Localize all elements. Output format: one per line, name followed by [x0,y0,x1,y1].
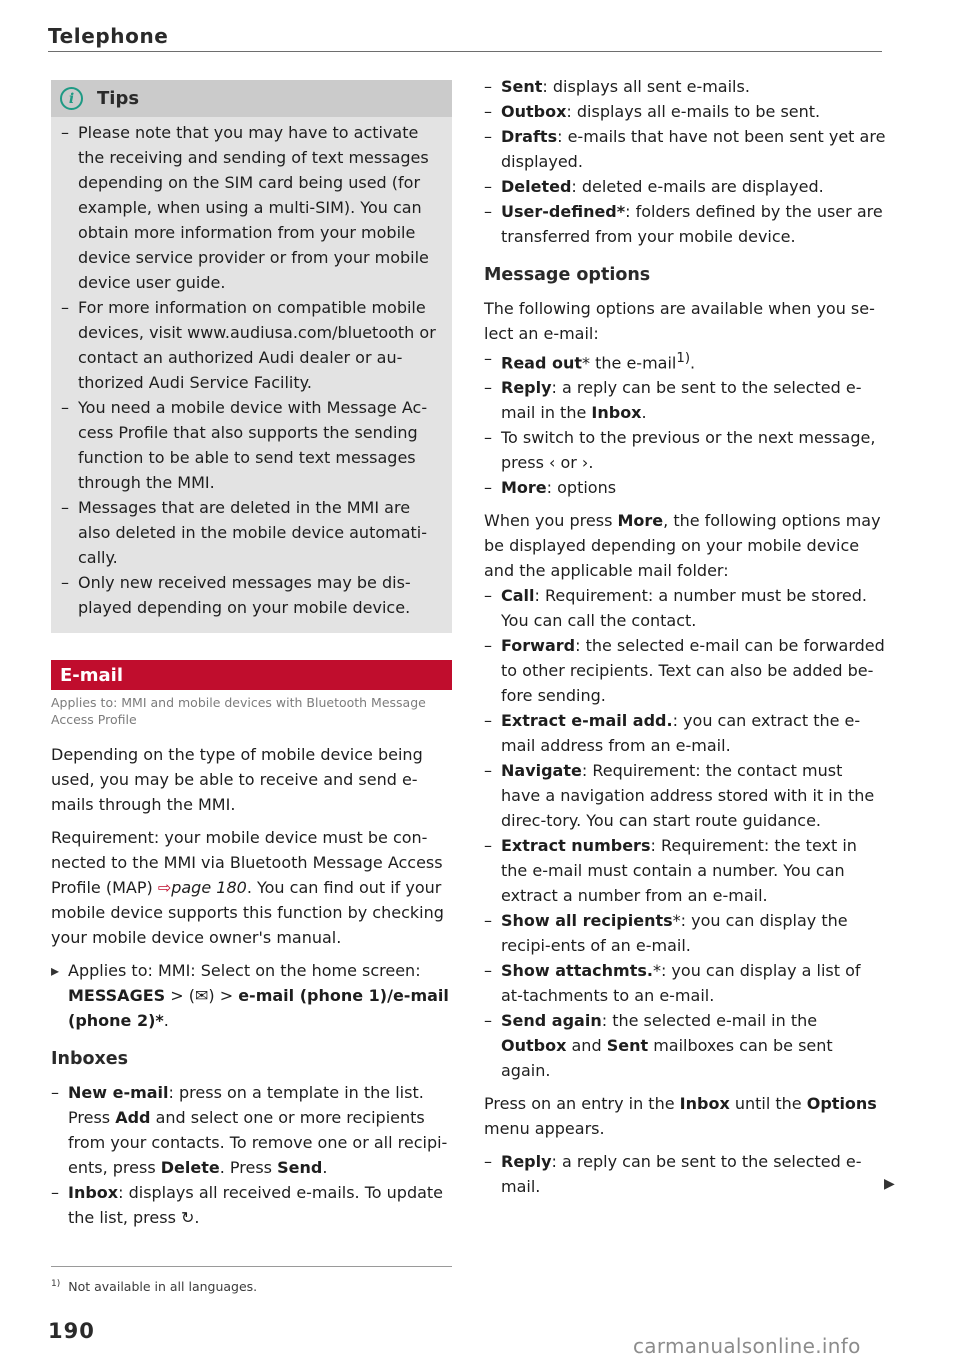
inboxes-heading: Inboxes [51,1049,129,1069]
list-item: – Sent: displays all sent e-mails. [484,74,886,99]
right-column [484,74,886,1199]
page-header-title: Telephone [48,24,169,48]
left-column [51,80,452,1230]
tips-body [51,117,452,620]
list-item: – Show all recipients*: you can display the recipi-ents of an e-mail. [484,908,886,958]
press-entry-paragraph: Press on an entry in the Inbox until the Options menu appears. [484,1094,877,1139]
tips-item: – Please note that you may have to activate the receiving and sending of text messages depending on the SIM card being used (for example, when using a multi-SIM). You can obtain more information from your mobile device service provider or from your mobile device user guide. [61,120,438,295]
list-item: – Call: Requirement: a number must be stored. You can call the contact. [484,583,886,633]
more-options-intro: When you press More, the following options may be displayed depending on your mobile device and the applicable mail folder: [484,511,881,581]
list-item: – More: options [484,475,886,500]
list-item: – Forward: the selected e-mail can be forwarded to other recipients. Text can also be added be-fore sending. [484,633,886,708]
tips-item: – Only new received messages may be dis-played depending on your mobile device. [61,570,438,620]
instruction-step: ▸ Applies to: MMI: Select on the home screen: MESSAGES > (✉) > e-mail (phone 1)/e-mail (phone 2)*. [51,958,452,1033]
applies-to-note: Applies to: MMI and mobile devices with Bluetooth Message Access Profile [51,695,426,727]
intro-paragraph: Depending on the type of mobile device being used, you may be able to receive and send e-mails through the MMI. [51,745,423,814]
tips-item: – For more information on compatible mobile devices, visit www.audiusa.com/bluetooth or contact an authorized Audi dealer or au-thorized Audi Service Facility. [61,295,438,395]
list-item: – Send again: the selected e-mail in the Outbox and Sent mailboxes can be sent again. [484,1008,886,1083]
header-rule [48,51,882,52]
list-item: – Reply: a reply can be sent to the selected e-mail in the Inbox. [484,375,886,425]
list-item: – Read out* the e-mail$^{1)}$. [484,346,886,375]
tips-item: – You need a mobile device with Message Ac-cess Profile that also supports the sending function to be able to send text messages through the MMI. [61,395,438,495]
list-item: – Extract e-mail add.: you can extract the e-mail address from an e-mail. [484,708,886,758]
requirement-paragraph: Requirement: your mobile device must be con-nected to the MMI via Bluetooth Message Access Profile (MAP) ⇨page 180. You can find out if your mobile device supports this function by checking your mobile device owner's manual. [51,828,444,947]
list-item: – Drafts: e-mails that have not been sent yet are displayed. [484,124,886,174]
tips-header [51,80,452,117]
section-title-email: E-mail [51,660,452,690]
list-item: – Reply: a reply can be sent to the selected e-mail. [484,1149,886,1199]
tips-label: Tips [97,88,140,109]
list-item: – Inbox: displays all received e-mails. To update the list, press ↻. [51,1180,452,1230]
footnote-rule [51,1266,452,1267]
page-reference-arrow: ⇨ [157,878,172,897]
watermark: carmanualsonline.info [633,1334,861,1358]
info-icon: i [60,87,83,110]
page-number: 190 [48,1319,95,1343]
list-item: – New e-mail: press on a template in the list. Press Add and select one or more recipients from your contacts. To remove one or all recipi-ents, press Delete. Press Send. [51,1080,452,1180]
tips-box [51,80,452,633]
continue-arrow-icon: ▶ [884,1176,895,1192]
message-options-heading: Message options [484,265,651,285]
list-item: – User-defined*: folders defined by the user are transferred from your mobile device. [484,199,886,249]
list-item: – Deleted: deleted e-mails are displayed. [484,174,886,199]
page-reference[interactable]: page 180 [171,878,247,897]
footnote: $^{1)}$ Not available in all languages. [51,1279,258,1295]
list-item: – Extract numbers: Requirement: the text in the e-mail must contain a number. You can extract a number from an e-mail. [484,833,886,908]
list-item: – To switch to the previous or the next message, press ‹ or ›. [484,425,886,475]
list-item: – Show attachmts.*: you can display a list of at-tachments to an e-mail. [484,958,886,1008]
list-item: – Navigate: Requirement: the contact must have a navigation address stored with it in the direc-tory. You can start route guidance. [484,758,886,833]
tips-item: – Messages that are deleted in the MMI are also deleted in the mobile device automati-cally. [61,495,438,570]
message-options-intro: The following options are available when you se-lect an e-mail: [484,299,875,343]
list-item: – Outbox: displays all e-mails to be sent. [484,99,886,124]
